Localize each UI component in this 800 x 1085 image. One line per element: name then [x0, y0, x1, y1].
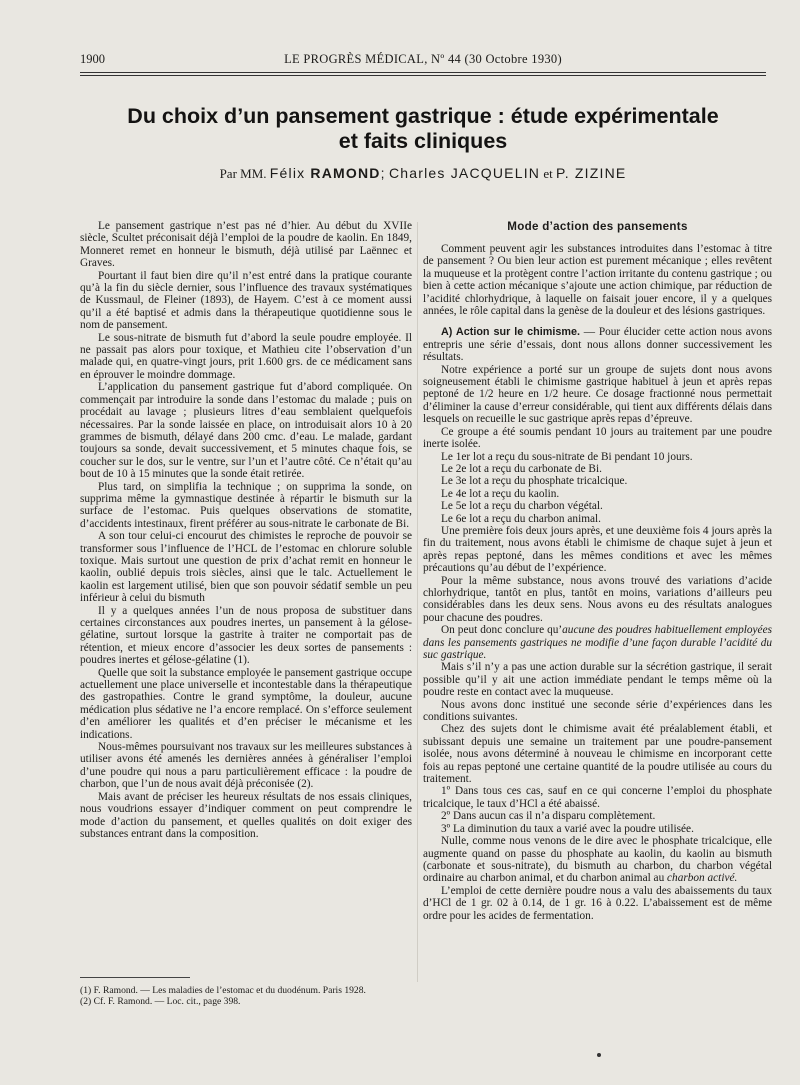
article-title: [80, 104, 766, 154]
footnotes: [80, 985, 412, 1008]
author-2-first: Charles: [388, 165, 446, 181]
right-column: [423, 219, 772, 922]
list-item: Le 4e lot a reçu du kaolin.: [441, 487, 560, 500]
section-a-paragraph: [423, 326, 772, 363]
author-1: [270, 165, 386, 181]
conclusion-italic: aucune des poudres habituellement employées dans les pansements gastriques ne modifie d’une façon durable l’acidité du suc gastrique.: [423, 624, 772, 661]
author-2: [389, 165, 540, 181]
conclusion-paragraph: [423, 624, 772, 661]
journal-title: LE PROGRÈS MÉDICAL, Nº 44 (30 Octobre 1930): [284, 52, 562, 66]
author-prefix: Par MM.: [219, 166, 267, 181]
paragraph: [423, 835, 772, 885]
paragraph: Le sous-nitrate de bismuth fut d’abord la seule poudre employée. Il ne passait pas alors pour toxique, et Mathieu cite l’observation d’un malade qui, en quatre-vingt jours, prit 1.600 grs. de ce médicament sans en éprouver le moindre dommage.: [80, 331, 412, 381]
footnote-2: (2) Cf. F. Ramond. — Loc. cit., page 398.: [80, 996, 241, 1008]
spacer: [423, 317, 772, 326]
author-1-first: Félix: [269, 165, 306, 181]
section-a-text: — Pour élucider cette action nous avons entrepris une série d’essais, dont nous allons donner successivement les résultats.: [423, 326, 773, 364]
title-line-2: et faits cliniques: [338, 129, 508, 153]
author-3: [556, 165, 626, 181]
list-item: Le 6e lot a reçu du charbon animal.: [441, 512, 601, 525]
list-item: Le 5e lot a reçu du charbon végétal.: [441, 500, 603, 513]
printer-mark: [597, 1053, 601, 1057]
paragraph: Il y a quelques années l’un de nous proposa de substituer dans certaines circonstances aux poudres inertes, un pansement à la gélose-gélatine, surtout lorsque la gastrite à traiter ne comportait pas de rétention, et mieux encore d’associer les deux sortes de pansements : poudres inertes et gélose-gélatine (1).: [80, 604, 412, 667]
paragraph: Ce groupe a été soumis pendant 10 jours au traitement par une poudre inerte isolée.: [423, 425, 772, 451]
result-item: 3º La diminution du taux a varié avec la poudre utilisée.: [441, 822, 694, 835]
left-column: [80, 220, 412, 840]
footnote-rule: [80, 977, 190, 978]
author-1-last: RAMOND: [310, 165, 381, 181]
paragraph: Quelle que soit la substance employée le pansement gastrique occupe actuellement une place universelle et incontestable dans la thérapeutique des gastropathies. Contre le grand symptôme, la douleur, aucune médication plus sédative ne l’a encore remplacé. On s’efforce seulement d’en améliorer les qualités et d’en préciser le mécanisme et les indications.: [80, 666, 413, 741]
column-divider: [417, 222, 418, 982]
author-3-first: P.: [555, 165, 570, 181]
paragraph: A son tour celui-ci encourut des chimistes le reproche de pouvoir se transformer sous l’influence de l’HCL de l’estomac en chlorure soluble toxique. Mais surtout une question de prix d’achat remit en honneur le kaolin, oublié depuis trois siècles, ainsi que le talc. Actuellement le kaolin est largement utilisé, bien que son pouvoir sédatif semble un peu inférieur à celui du bismuth: [80, 530, 412, 605]
page-number: 1900: [80, 52, 105, 66]
paragraph: Nous avons donc institué une seconde série d’expériences dans les conditions suivantes.: [423, 698, 772, 724]
author-2-last: JACQUELIN: [450, 165, 541, 181]
section-heading: Mode d’action des pansements: [507, 220, 688, 233]
paragraph-italic: charbon activé.: [667, 872, 738, 885]
list-item: Le 3e lot a reçu du phosphate tricalcique.: [441, 475, 628, 488]
header-rule: [80, 72, 766, 73]
section-a-label: A) Action sur le chimisme.: [441, 326, 580, 339]
result-item: 1º Dans tous ces cas, sauf en ce qui concerne l’emploi du phosphate tricalcique, le taux d’HCl a été abaissé.: [423, 785, 772, 810]
paragraph: Le pansement gastrique n’est pas né d’hier. Au début du XVIIe siècle, Scultet préconisait déjà l’emploi de la poudre de kaolin. En 1849, Monneret remet en honneur le bismuth, déjà utilisé par Laënnec et Graves.: [80, 220, 412, 270]
running-header: [80, 48, 766, 70]
author-3-last: ZIZINE: [574, 165, 627, 181]
header-rule-double: [80, 75, 766, 76]
paragraph: Une première fois deux jours après, et une deuxième fois 4 jours après la fin du traitement, nous avons établi le chimisme de chaque sujet à jeun et après repas peptoné, dans les mêmes conditions et avec les mêmes précautions qu’au début de l’expérience.: [423, 524, 772, 575]
author-line: [80, 164, 766, 183]
author-separator: ;: [380, 165, 386, 181]
paragraph: Nous-mêmes poursuivant nos travaux sur les meilleures substances à utiliser avons été amenés les dernières années à généraliser l’emploi d’une poudre qui nous a paru particulièrement efficace : la poudre de charbon, que l’un de nous avait déjà préconisée (2).: [80, 741, 412, 791]
paragraph: Comment peuvent agir les substances introduites dans l’estomac à titre de pansement ? Ou bien leur action est purement mécanique ; elles revêtent la muqueuse et la protègent contre l’action irritante du contenu gastrique ; ou bien à cette action mécanique s’ajoute une action chimique, par réduction de l’acidité chlorhydrique, à laquelle on faisait jouer encore, il y a quelques années, le rôle capital dans la genèse de la douleur et des lésions gastriques.: [423, 243, 772, 318]
paragraph: Plus tard, on simplifia la technique ; on supprima la sonde, on supprima même la gymnastique destinée à répartir le bismuth sur la surface de l’estomac. Puis quelques observations de stomatite, d’accidents intestinaux, firent préférer au sous-nitrate le carbonate de Bi.: [80, 480, 412, 530]
author-conjunction: et: [543, 166, 553, 181]
footnote-1: (1) F. Ramond. — Les maladies de l’estomac et du duodénum. Paris 1928.: [80, 985, 366, 996]
list-item: Le 2e lot a reçu du carbonate de Bi.: [441, 462, 602, 475]
list-item: Le 1er lot a reçu du sous-nitrate de Bi pendant 10 jours.: [441, 450, 693, 463]
conclusion-lead: On peut donc conclure qu’: [441, 624, 563, 637]
paragraph: Pourtant il faut bien dire qu’il n’est entré dans la pratique courante qu’à la fin du siècle dernier, sous l’influence des travaux systématiques de Kussmaul, de Fleiner (1893), de Hayem. C’est à ce moment aussi qu’il a été baptisé et admis dans la thérapeutique quotidienne sous le nom de pansement.: [80, 269, 412, 332]
paragraph-text: Nulle, comme nous venons de le dire avec le phosphate tricalcique, elle augmente quand on passe du phosphate au kaolin, du kaolin au bismuth (carbonate et sous-nitrate), du bismuth au charbon, du charbon végétal ordinaire au charbon animal, et du charbon animal au: [423, 835, 772, 885]
paragraph: Mais s’il n’y a pas une action durable sur la sécrétion gastrique, il serait possible qu’il y ait une action immédiate pendant le temps même où la poudre reste en contact avec la muqueuse.: [423, 661, 772, 699]
title-line-1: Du choix d’un pansement gastrique : étude expérimentale: [127, 104, 719, 128]
paragraph: Pour la même substance, nous avons trouvé des variations d’acide chlorhydrique, tantôt en plus, tantôt en moins, variations d’ailleurs peu considérables dans les deux sens. Nous avons eu des résultats analogues pour chacune des poudres.: [423, 574, 772, 624]
paragraph: L’application du pansement gastrique fut d’abord compliquée. On commençait par introduire la sonde dans l’estomac du malade ; puis on procédait au lavage ; plusieurs litres d’eau semblaient quelquefois nécessaires. Par la sonde laissée en place, on introduisait alors 10 à 20 grammes de bismuth, délayé dans 200 cmc. d’eau. Le malade, gardant toujours sa sonde, devait successivement, et 5 minutes chaque fois, se coucher sur le dos, sur le ventre, sur l’un et l’autre côté. Ce n’était qu’au bout de 10 à 15 minutes que la sonde était retirée.: [80, 381, 412, 481]
paragraph: Notre expérience a porté sur un groupe de sujets dont nous avons soigneusement établi le chimisme gastrique habituel à jeun et après repas peptoné de 1/2 heure en 1/2 heure. Ce dosage fractionné nous permettait d’éliminer la cause d’erreur considérable, qui tient aux différents délais dans lesquels on recueille le suc gastrique après repas d’épreuve.: [423, 363, 772, 426]
paragraph: Chez des sujets dont le chimisme avait été préalablement établi, et subissant depuis une semaine un traitement par une poudre-pansement isolée, nous avons déterminé à nouveau le chimisme en incorporant cette fois au repas peptoné une certaine quantité de la poudre utilisée au cours du traitement.: [423, 723, 772, 786]
result-item: 2º Dans aucun cas il n’a disparu complètement.: [441, 810, 656, 823]
paragraph: L’emploi de cette dernière poudre nous a valu des abaissements du taux d’HCl de 1 gr. 02 à 0.14, de 1 gr. 16 à 0.22. L’abaissement est de même ordre pour les acides de fermentation.: [423, 884, 772, 922]
paragraph: Mais avant de préciser les heureux résultats de nos essais cliniques, nous voudrions essayer d’indiquer comment on peut comprendre le mode d’action du pansement, et quelles qualités on doit exiger des substances entrant dans la composition.: [80, 790, 412, 840]
